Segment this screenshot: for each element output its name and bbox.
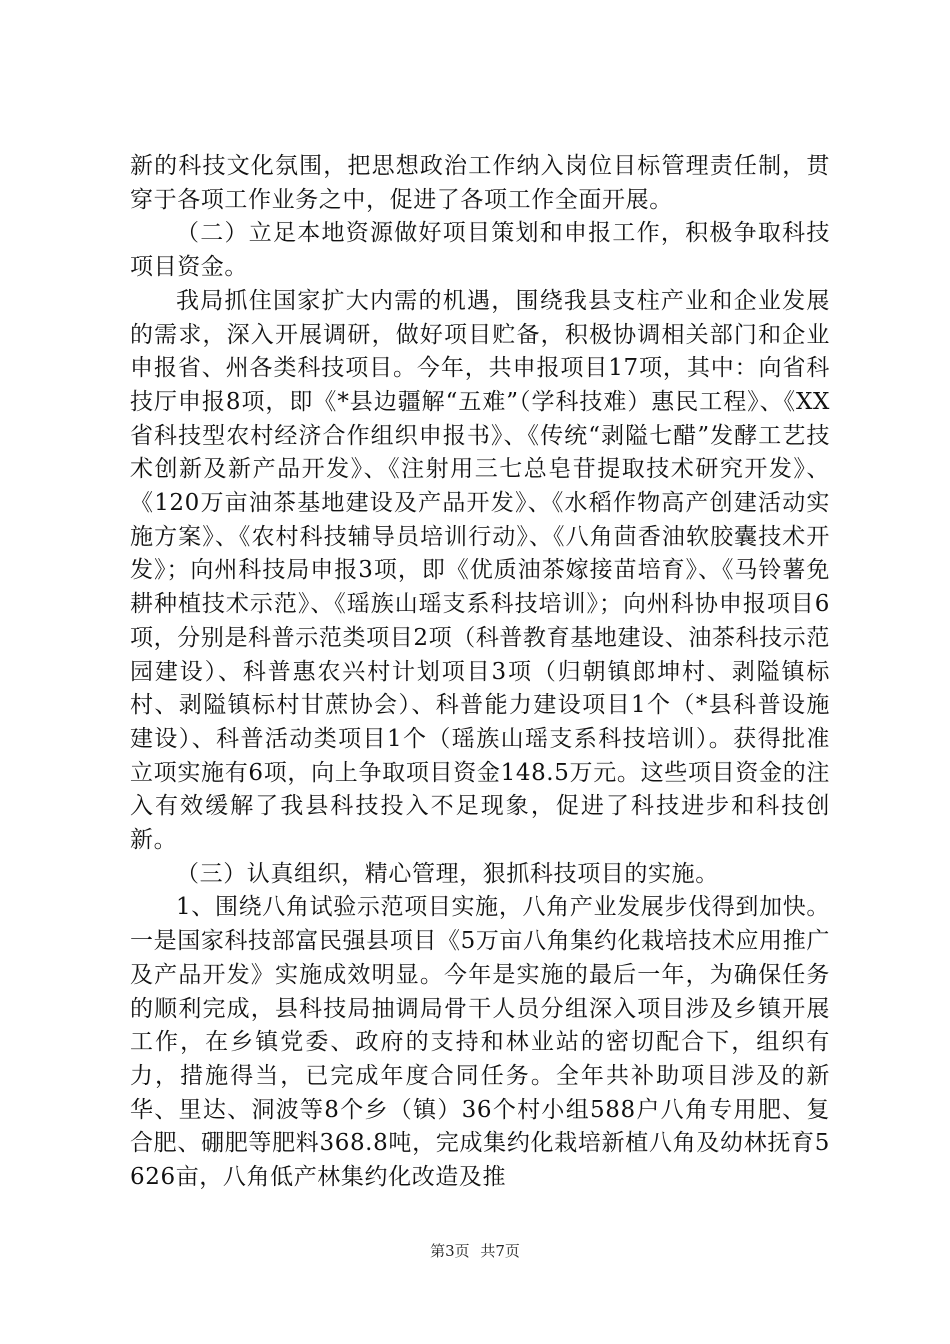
section-heading-3: （三）认真组织，精心管理，狠抓科技项目的实施。 [176,860,719,887]
section-heading-2: （二）立足本地资源做好项目策划和申报工作，积极争取科技项目资金。 [130,220,830,281]
paragraph-anise-project: 1、围绕八角试验示范项目实施，八角产业发展步伐得到加快。一是国家科技部富民强县项目《5万亩八角集约化栽培技术应用推广及产品开发》实施成效明显。今年是实施的最后一年，为确保任务的顺利完成，县科技局抽调局骨干人员分组深入项目涉及乡镇开展工作，在乡镇党委、政府的支持和林业站的密切配合下，组织有力，措施得当，已完成年度合同任务。全年共补助项目涉及的新华、里达、洞波等8个乡（镇）36个村小组588户八角专用肥、复合肥、硼肥等肥料368.8吨，完成集约化栽培新植八角及幼林抚育5626亩，八角低产林集约化改造及推 [130,894,830,1191]
page-number: 第3页 [430,1242,470,1260]
paragraph-continuation: 新的科技文化氛围，把思想政治工作纳入岗位目标管理责任制，贯穿于各项工作业务之中，促进了各项工作全面开展。 [130,153,830,213]
document-body [130,150,830,1195]
page-total: 共7页 [480,1242,520,1260]
paragraph-project-applications: 我局抓住国家扩大内需的机遇，围绕我县支柱产业和企业发展的需求，深入开展调研，做好项目贮备，积极协调相关部门和企业申报省、州各类科技项目。今年，共申报项目17项，其中：向省科技厅申报8项，即《*县边疆解“五难”（学科技难）惠民工程》、《XX省科技型农村经济合作组织申报书》、《传统“剥隘七醋”发酵工艺技术创新及新产品开发》、《注射用三七总皂苷提取技术研究开发》、《120万亩油茶基地建设及产品开发》、《水稻作物高产创建活动实施方案》、《农村科技辅导员培训行动》、《八角茴香油软胶囊技术开发》；向州科技局申报3项，即《优质油茶嫁接苗培育》、《马铃薯免耕种植技术示范》、《瑶族山瑶支系科技培训》；向州科协申报项目6项，分别是科普示范类项目2项（科普教育基地建设、油茶科技示范园建设）、科普惠农兴村计划项目3项（归朝镇郎坤村、剥隘镇标村、剥隘镇标村甘蔗协会）、科普能力建设项目1个（*县科普设施建设）、科普活动类项目1个（瑶族山瑶支系科技培训）。获得批准立项实施有6项，向上争取项目资金148.5万元。这些项目资金的注入有效缓解了我县科技投入不足现象，促进了科技进步和科技创新。 [130,287,830,854]
page-footer [0,1241,950,1261]
